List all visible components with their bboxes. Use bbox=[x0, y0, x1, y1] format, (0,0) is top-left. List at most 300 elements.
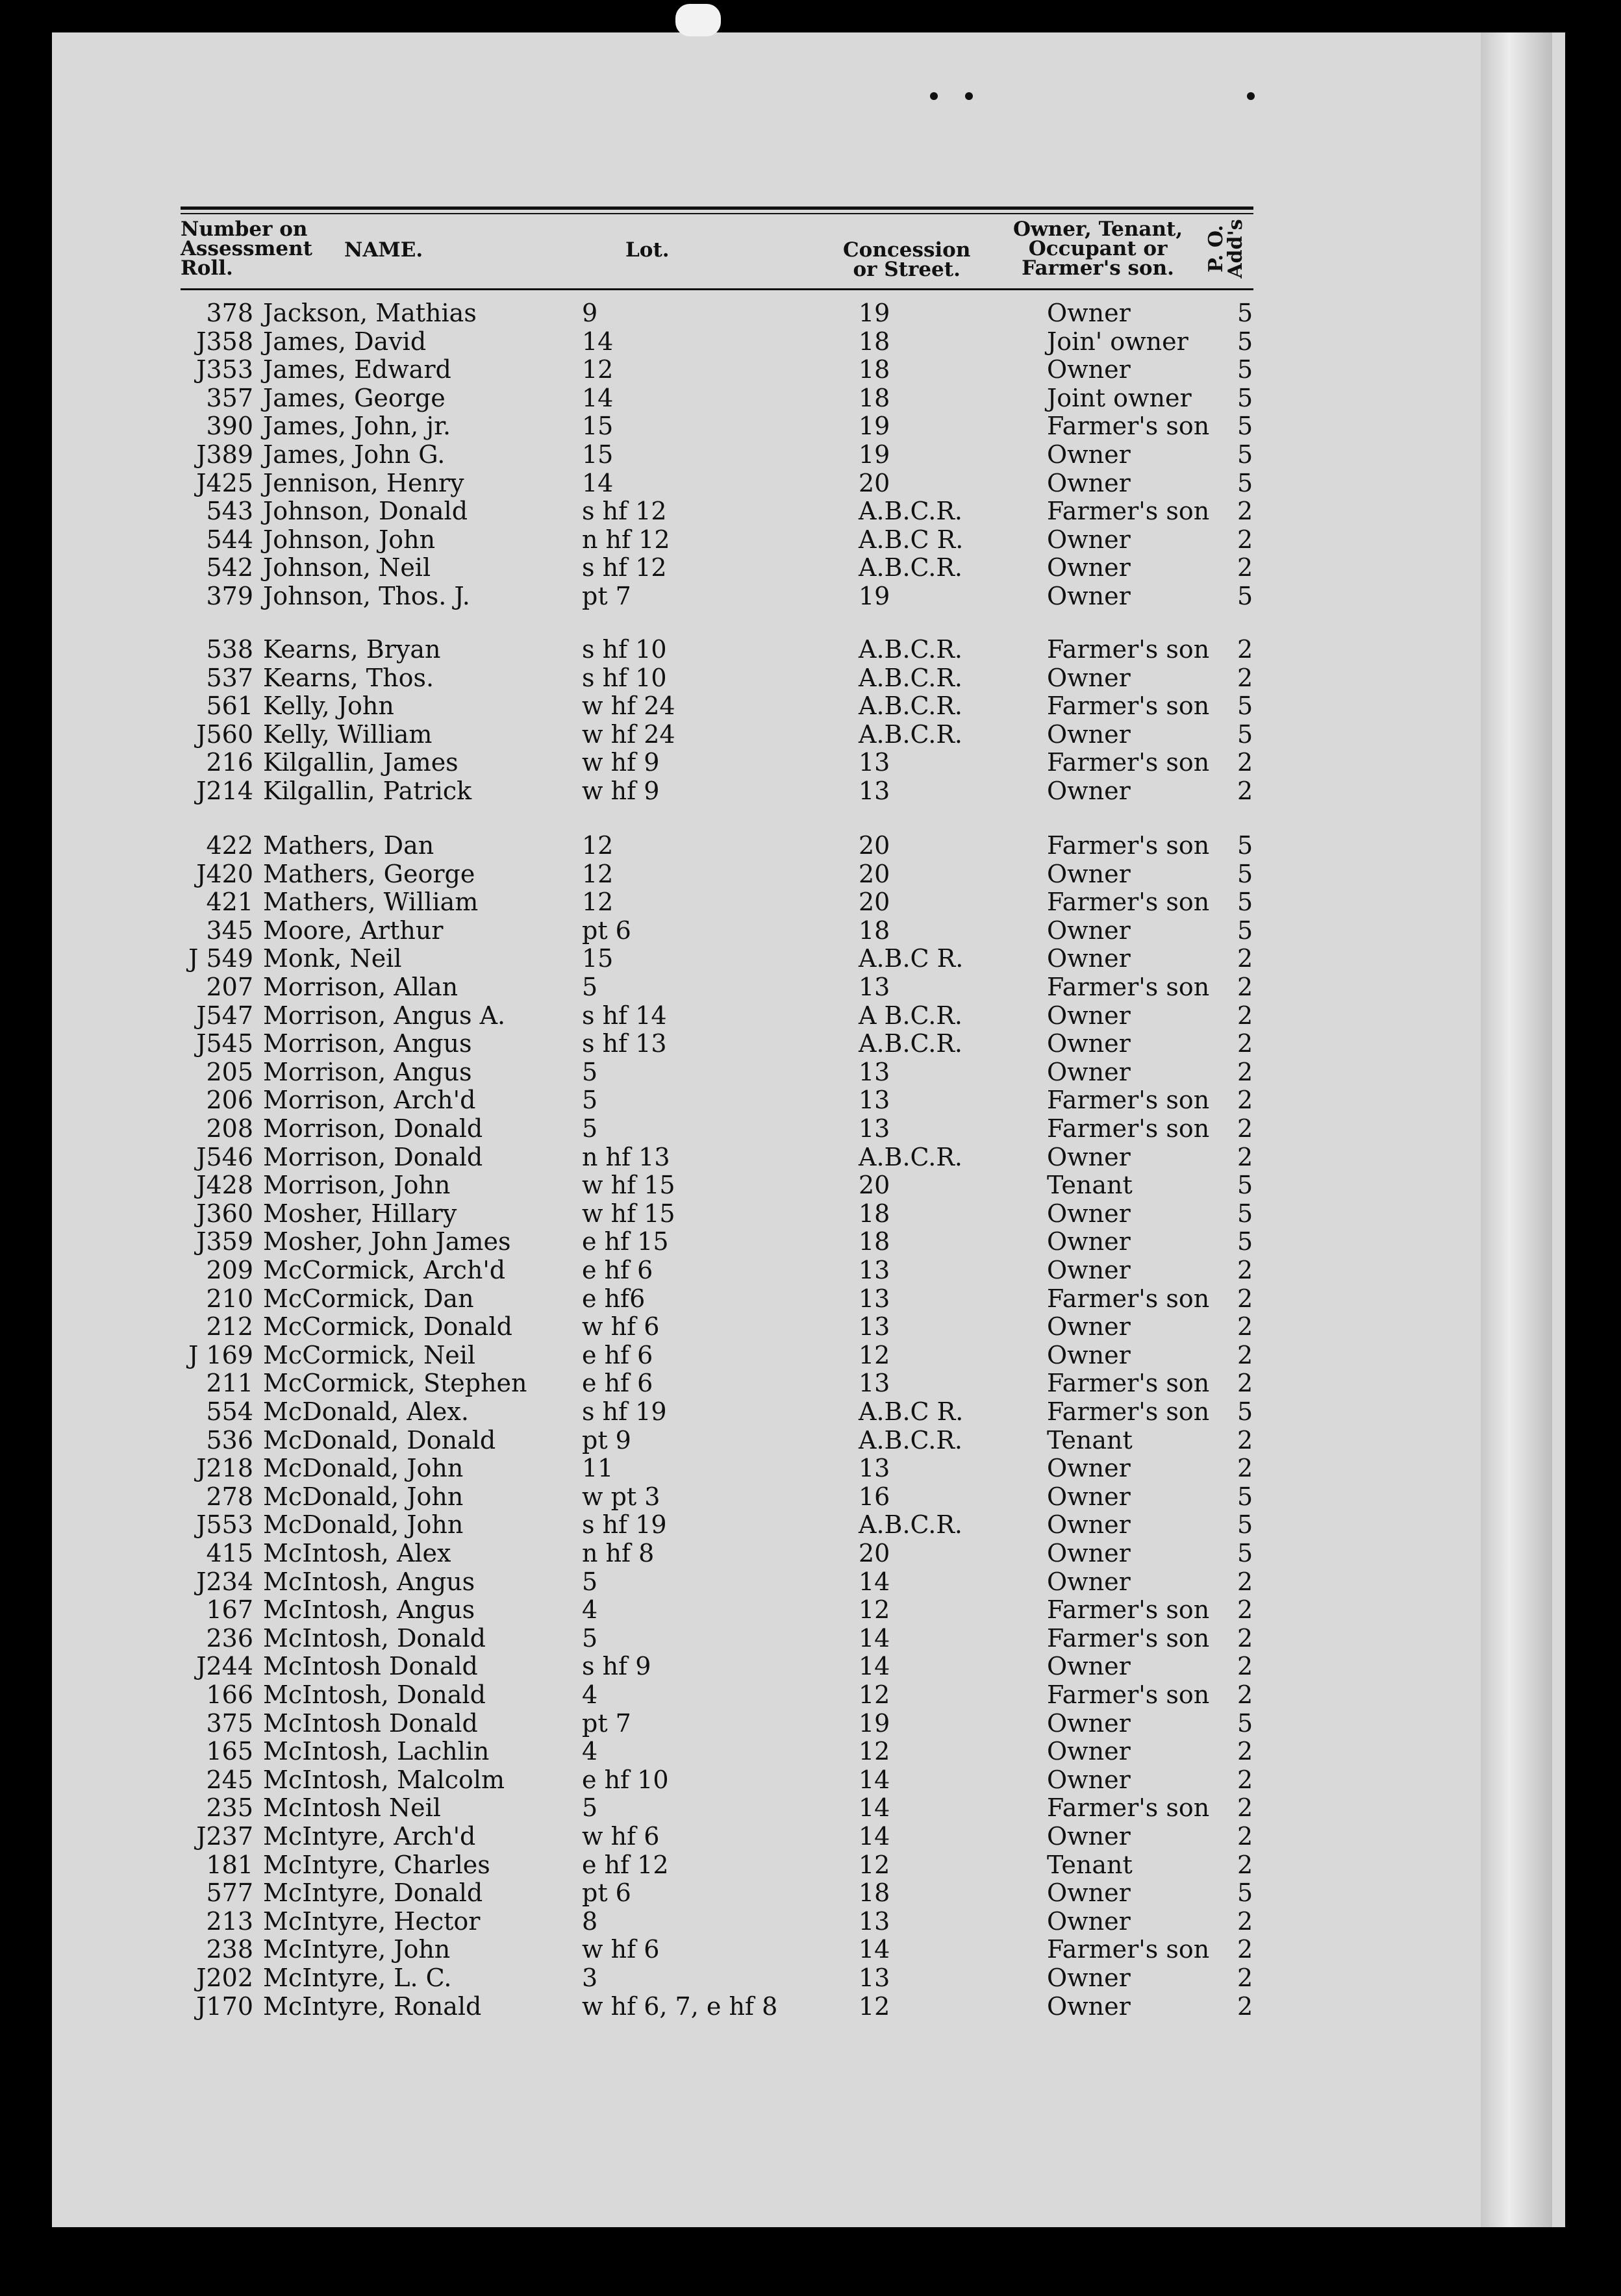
lot-cell: 3 bbox=[582, 1964, 598, 1992]
concession-cell: 13 bbox=[859, 1086, 890, 1114]
name-cell: Jackson, Mathias bbox=[263, 299, 477, 327]
po-cell: 2 bbox=[1237, 1454, 1253, 1482]
lot-cell: e hf 10 bbox=[582, 1766, 669, 1794]
concession-cell: A.B.C.R. bbox=[859, 664, 963, 692]
lot-cell: e hf 12 bbox=[582, 1851, 669, 1879]
concession-cell: A.B.C.R. bbox=[859, 635, 963, 664]
status-cell: Owner bbox=[1047, 1143, 1131, 1171]
header-name: NAME. bbox=[344, 238, 423, 262]
name-cell: Morrison, Angus A. bbox=[263, 1001, 506, 1030]
lot-cell: 5 bbox=[582, 1114, 598, 1143]
status-cell: Owner bbox=[1047, 1992, 1131, 2021]
lot-cell: w hf 9 bbox=[582, 748, 660, 777]
concession-cell: 20 bbox=[859, 1171, 890, 1199]
name-cell: Mathers, George bbox=[263, 860, 475, 888]
status-cell: Owner bbox=[1047, 1822, 1131, 1851]
po-cell: 2 bbox=[1237, 497, 1253, 525]
page-pin bbox=[675, 4, 721, 36]
status-cell: Owner bbox=[1047, 582, 1131, 610]
lot-cell: s hf 13 bbox=[582, 1029, 667, 1058]
status-cell: Farmer's son bbox=[1047, 1680, 1210, 1709]
roll-number: 415 bbox=[206, 1539, 253, 1567]
concession-cell: A.B.C R. bbox=[859, 944, 964, 973]
po-cell: 2 bbox=[1237, 664, 1253, 692]
concession-cell: A.B.C.R. bbox=[859, 1510, 963, 1539]
status-cell: Owner bbox=[1047, 1510, 1131, 1539]
lot-cell: 4 bbox=[582, 1595, 598, 1624]
concession-cell: 20 bbox=[859, 888, 890, 916]
roll-number: 378 bbox=[206, 299, 253, 327]
po-cell: 5 bbox=[1237, 1510, 1253, 1539]
lot-cell: 11 bbox=[582, 1454, 614, 1482]
status-cell: Owner bbox=[1047, 553, 1131, 582]
po-cell: 5 bbox=[1237, 412, 1253, 440]
concession-cell: 19 bbox=[859, 582, 890, 610]
lot-cell: w hf 15 bbox=[582, 1171, 675, 1199]
concession-cell: A.B.C.R. bbox=[859, 1426, 963, 1454]
roll-number: J244 bbox=[196, 1652, 253, 1680]
name-cell: Morrison, Donald bbox=[263, 1143, 483, 1171]
roll-number: 379 bbox=[206, 582, 253, 610]
concession-cell: 18 bbox=[859, 355, 890, 384]
lot-cell: 5 bbox=[582, 1058, 598, 1086]
concession-cell: 12 bbox=[859, 1851, 890, 1879]
po-cell: 2 bbox=[1237, 944, 1253, 973]
name-cell: McDonald, Donald bbox=[263, 1426, 496, 1454]
po-cell: 2 bbox=[1237, 1369, 1253, 1397]
header-concession-line: or Street. bbox=[853, 258, 961, 281]
status-cell: Owner bbox=[1047, 860, 1131, 888]
header-occupancy-line: Occupant or bbox=[1028, 237, 1168, 260]
ink-dot bbox=[1247, 92, 1255, 100]
roll-number: 209 bbox=[206, 1256, 253, 1284]
status-cell: Owner bbox=[1047, 720, 1131, 749]
po-cell: 2 bbox=[1237, 1567, 1253, 1596]
roll-number: 167 bbox=[206, 1595, 253, 1624]
concession-cell: 13 bbox=[859, 1907, 890, 1936]
lot-cell: pt 6 bbox=[582, 1878, 631, 1907]
concession-cell: 13 bbox=[859, 1312, 890, 1341]
status-cell: Owner bbox=[1047, 1058, 1131, 1086]
name-cell: McDonald, John bbox=[263, 1510, 464, 1539]
lot-cell: e hf 15 bbox=[582, 1227, 669, 1256]
concession-cell: A.B.C.R. bbox=[859, 497, 963, 525]
roll-number: 544 bbox=[206, 525, 253, 554]
top-rule-thin bbox=[181, 213, 1253, 214]
name-cell: Mathers, William bbox=[263, 888, 479, 916]
name-cell: Kelly, John bbox=[263, 692, 394, 720]
po-cell: 2 bbox=[1237, 1737, 1253, 1766]
concession-cell: 18 bbox=[859, 327, 890, 356]
header-rule bbox=[181, 288, 1253, 290]
name-cell: McIntyre, L. C. bbox=[263, 1964, 452, 1992]
name-cell: McIntyre, Ronald bbox=[263, 1992, 482, 2021]
concession-cell: 13 bbox=[859, 777, 890, 805]
concession-cell: 14 bbox=[859, 1624, 890, 1653]
status-cell: Farmer's son bbox=[1047, 1935, 1210, 1964]
roll-number: 212 bbox=[206, 1312, 253, 1341]
name-cell: Moore, Arthur bbox=[263, 916, 444, 945]
po-cell: 5 bbox=[1237, 384, 1253, 412]
roll-number: 207 bbox=[206, 973, 253, 1001]
po-cell: 2 bbox=[1237, 1935, 1253, 1964]
lot-cell: w pt 3 bbox=[582, 1482, 660, 1511]
po-cell: 5 bbox=[1237, 1482, 1253, 1511]
concession-cell: 12 bbox=[859, 1737, 890, 1766]
po-cell: 2 bbox=[1237, 973, 1253, 1001]
lot-cell: w hf 9 bbox=[582, 777, 660, 805]
lot-cell: 15 bbox=[582, 440, 614, 469]
status-cell: Farmer's son bbox=[1047, 1086, 1210, 1114]
concession-cell: 20 bbox=[859, 1539, 890, 1567]
status-cell: Owner bbox=[1047, 664, 1131, 692]
header-po-address: P. O. Add's bbox=[1205, 219, 1247, 279]
status-cell: Owner bbox=[1047, 1907, 1131, 1936]
lot-cell: pt 7 bbox=[582, 1709, 631, 1738]
lot-cell: pt 7 bbox=[582, 582, 631, 610]
concession-cell: 13 bbox=[859, 1284, 890, 1313]
name-cell: McIntosh, Alex bbox=[263, 1539, 451, 1567]
header-concession bbox=[843, 240, 970, 279]
name-cell: Morrison, Allan bbox=[263, 973, 459, 1001]
status-cell: Tenant bbox=[1047, 1851, 1133, 1879]
concession-cell: 20 bbox=[859, 860, 890, 888]
lot-cell: s hf 9 bbox=[582, 1652, 651, 1680]
name-cell: McIntosh Donald bbox=[263, 1709, 478, 1738]
ink-dot bbox=[930, 92, 938, 100]
concession-cell: A.B.C.R. bbox=[859, 1143, 963, 1171]
status-cell: Farmer's son bbox=[1047, 888, 1210, 916]
roll-number: J170 bbox=[196, 1992, 253, 2021]
lot-cell: s hf 19 bbox=[582, 1397, 667, 1426]
po-cell: 2 bbox=[1237, 525, 1253, 554]
name-cell: Mathers, Dan bbox=[263, 831, 434, 860]
status-cell: Owner bbox=[1047, 1482, 1131, 1511]
lot-cell: s hf 14 bbox=[582, 1001, 667, 1030]
name-cell: McCormick, Neil bbox=[263, 1341, 476, 1369]
concession-cell: 18 bbox=[859, 1199, 890, 1228]
lot-cell: 12 bbox=[582, 860, 614, 888]
status-cell: Farmer's son bbox=[1047, 1369, 1210, 1397]
name-cell: Morrison, John bbox=[263, 1171, 451, 1199]
po-cell: 5 bbox=[1237, 469, 1253, 497]
lot-cell: 12 bbox=[582, 831, 614, 860]
lot-cell: s hf 12 bbox=[582, 553, 667, 582]
concession-cell: 16 bbox=[859, 1482, 890, 1511]
po-cell: 5 bbox=[1237, 299, 1253, 327]
po-cell: 2 bbox=[1237, 553, 1253, 582]
lot-cell: 15 bbox=[582, 412, 614, 440]
concession-cell: 13 bbox=[859, 1058, 890, 1086]
concession-cell: 13 bbox=[859, 1369, 890, 1397]
po-cell: 2 bbox=[1237, 1907, 1253, 1936]
lot-cell: w hf 24 bbox=[582, 720, 675, 749]
ink-dot bbox=[965, 92, 973, 100]
po-cell: 5 bbox=[1237, 355, 1253, 384]
concession-cell: 20 bbox=[859, 469, 890, 497]
lot-cell: s hf 12 bbox=[582, 497, 667, 525]
lot-cell: w hf 6 bbox=[582, 1312, 660, 1341]
roll-number: 206 bbox=[206, 1086, 253, 1114]
po-cell: 2 bbox=[1237, 777, 1253, 805]
concession-cell: 13 bbox=[859, 1964, 890, 1992]
name-cell: Jennison, Henry bbox=[263, 469, 464, 497]
lot-cell: 14 bbox=[582, 469, 614, 497]
header-concession-line: Concession bbox=[843, 238, 971, 262]
po-cell: 2 bbox=[1237, 1964, 1253, 1992]
po-cell: 5 bbox=[1237, 1227, 1253, 1256]
name-cell: McIntyre, John bbox=[263, 1935, 451, 1964]
po-cell: 5 bbox=[1237, 1199, 1253, 1228]
roll-number: 278 bbox=[206, 1482, 253, 1511]
roll-number: J358 bbox=[196, 327, 253, 356]
page-edge bbox=[1481, 32, 1552, 2227]
po-cell: 2 bbox=[1237, 635, 1253, 664]
lot-cell: s hf 10 bbox=[582, 635, 667, 664]
roll-number: 577 bbox=[206, 1878, 253, 1907]
header-occupancy-line: Owner, Tenant, bbox=[1013, 218, 1183, 241]
name-cell: McCormick, Stephen bbox=[263, 1369, 527, 1397]
lot-cell: 5 bbox=[582, 1793, 598, 1822]
roll-number: J420 bbox=[196, 860, 253, 888]
name-cell: McIntyre, Donald bbox=[263, 1878, 483, 1907]
lot-cell: 14 bbox=[582, 327, 614, 356]
status-cell: Owner bbox=[1047, 777, 1131, 805]
name-cell: McIntosh Donald bbox=[263, 1652, 478, 1680]
roll-number: 211 bbox=[206, 1369, 253, 1397]
roll-number: 421 bbox=[206, 888, 253, 916]
po-cell: 2 bbox=[1237, 1001, 1253, 1030]
roll-number: J359 bbox=[196, 1227, 253, 1256]
name-cell: McDonald, John bbox=[263, 1454, 464, 1482]
concession-cell: 14 bbox=[859, 1766, 890, 1794]
status-cell: Owner bbox=[1047, 944, 1131, 973]
roll-number: J560 bbox=[196, 720, 253, 749]
po-cell: 2 bbox=[1237, 1058, 1253, 1086]
status-cell: Owner bbox=[1047, 1964, 1131, 1992]
lot-cell: w hf 6 bbox=[582, 1935, 660, 1964]
roll-number: 345 bbox=[206, 916, 253, 945]
po-cell: 2 bbox=[1237, 1766, 1253, 1794]
status-cell: Owner bbox=[1047, 1878, 1131, 1907]
concession-cell: 12 bbox=[859, 1595, 890, 1624]
lot-cell: s hf 10 bbox=[582, 664, 667, 692]
po-cell: 5 bbox=[1237, 860, 1253, 888]
concession-cell: A.B.C.R. bbox=[859, 553, 963, 582]
concession-cell: A.B.C.R. bbox=[859, 1029, 963, 1058]
roll-number: 236 bbox=[206, 1624, 253, 1653]
roll-number: 554 bbox=[206, 1397, 253, 1426]
roll-number: J545 bbox=[196, 1029, 253, 1058]
lot-cell: 15 bbox=[582, 944, 614, 973]
status-cell: Joint owner bbox=[1047, 384, 1192, 412]
status-cell: Farmer's son bbox=[1047, 1624, 1210, 1653]
po-cell: 2 bbox=[1237, 1992, 1253, 2021]
status-cell: Farmer's son bbox=[1047, 412, 1210, 440]
roll-number: 537 bbox=[206, 664, 253, 692]
status-cell: Owner bbox=[1047, 440, 1131, 469]
roll-number: J353 bbox=[196, 355, 253, 384]
roll-number: 216 bbox=[206, 748, 253, 777]
concession-cell: A.B.C.R. bbox=[859, 692, 963, 720]
name-cell: McIntosh, Donald bbox=[263, 1624, 486, 1653]
roll-number: J546 bbox=[196, 1143, 253, 1171]
status-cell: Owner bbox=[1047, 1652, 1131, 1680]
po-cell: 5 bbox=[1237, 1878, 1253, 1907]
name-cell: James, David bbox=[263, 327, 427, 356]
name-cell: Johnson, Neil bbox=[263, 553, 431, 582]
status-cell: Tenant bbox=[1047, 1171, 1133, 1199]
lot-cell: n hf 12 bbox=[582, 525, 670, 554]
po-cell: 2 bbox=[1237, 1624, 1253, 1653]
header-roll-line: Assessment bbox=[181, 237, 312, 260]
roll-number: 536 bbox=[206, 1426, 253, 1454]
status-cell: Owner bbox=[1047, 1199, 1131, 1228]
roll-number: 543 bbox=[206, 497, 253, 525]
lot-cell: 14 bbox=[582, 384, 614, 412]
concession-cell: 19 bbox=[859, 412, 890, 440]
name-cell: Morrison, Donald bbox=[263, 1114, 483, 1143]
po-cell: 2 bbox=[1237, 1284, 1253, 1313]
status-cell: Farmer's son bbox=[1047, 1793, 1210, 1822]
po-cell: 5 bbox=[1237, 327, 1253, 356]
status-cell: Farmer's son bbox=[1047, 497, 1210, 525]
status-cell: Farmer's son bbox=[1047, 1114, 1210, 1143]
roll-number: J214 bbox=[196, 777, 253, 805]
header-roll-line: Roll. bbox=[181, 256, 233, 280]
roll-number: J547 bbox=[196, 1001, 253, 1030]
roll-number: J553 bbox=[196, 1510, 253, 1539]
po-cell: 2 bbox=[1237, 1114, 1253, 1143]
status-cell: Farmer's son bbox=[1047, 748, 1210, 777]
lot-cell: 12 bbox=[582, 888, 614, 916]
roll-number: 390 bbox=[206, 412, 253, 440]
name-cell: McIntosh, Donald bbox=[263, 1680, 486, 1709]
lot-cell: e hf6 bbox=[582, 1284, 646, 1313]
name-cell: McDonald, Alex. bbox=[263, 1397, 469, 1426]
lot-cell: pt 9 bbox=[582, 1426, 631, 1454]
lot-cell: 5 bbox=[582, 1567, 598, 1596]
po-cell: 2 bbox=[1237, 1595, 1253, 1624]
name-cell: McCormick, Arch'd bbox=[263, 1256, 506, 1284]
concession-cell: 18 bbox=[859, 1878, 890, 1907]
roll-number: J389 bbox=[196, 440, 253, 469]
roll-number: 235 bbox=[206, 1793, 253, 1822]
concession-cell: 18 bbox=[859, 1227, 890, 1256]
name-cell: McDonald, John bbox=[263, 1482, 464, 1511]
name-cell: Johnson, Donald bbox=[263, 497, 468, 525]
status-cell: Farmer's son bbox=[1047, 1397, 1210, 1426]
concession-cell: A.B.C R. bbox=[859, 525, 964, 554]
po-cell: 5 bbox=[1237, 692, 1253, 720]
roll-number: 181 bbox=[206, 1851, 253, 1879]
po-cell: 5 bbox=[1237, 582, 1253, 610]
concession-cell: 14 bbox=[859, 1935, 890, 1964]
lot-cell: 4 bbox=[582, 1680, 598, 1709]
concession-cell: 18 bbox=[859, 384, 890, 412]
roll-number: J202 bbox=[196, 1964, 253, 1992]
po-cell: 2 bbox=[1237, 1822, 1253, 1851]
concession-cell: 14 bbox=[859, 1793, 890, 1822]
name-cell: McIntyre, Hector bbox=[263, 1907, 481, 1936]
name-cell: McIntyre, Charles bbox=[263, 1851, 490, 1879]
status-cell: Owner bbox=[1047, 525, 1131, 554]
roll-number: 208 bbox=[206, 1114, 253, 1143]
status-cell: Owner bbox=[1047, 1227, 1131, 1256]
name-cell: Johnson, John bbox=[263, 525, 436, 554]
name-cell: Mosher, Hillary bbox=[263, 1199, 457, 1228]
roll-number: J428 bbox=[196, 1171, 253, 1199]
lot-cell: 12 bbox=[582, 355, 614, 384]
po-cell: 2 bbox=[1237, 1029, 1253, 1058]
po-cell: 2 bbox=[1237, 1851, 1253, 1879]
status-cell: Owner bbox=[1047, 1567, 1131, 1596]
po-cell: 2 bbox=[1237, 1652, 1253, 1680]
name-cell: James, George bbox=[263, 384, 446, 412]
po-cell: 2 bbox=[1237, 1312, 1253, 1341]
header-lot: Lot. bbox=[625, 238, 670, 262]
status-cell: Owner bbox=[1047, 1709, 1131, 1738]
lot-cell: 8 bbox=[582, 1907, 598, 1936]
roll-number: J234 bbox=[196, 1567, 253, 1596]
concession-cell: 18 bbox=[859, 916, 890, 945]
roll-number: 238 bbox=[206, 1935, 253, 1964]
concession-cell: 14 bbox=[859, 1652, 890, 1680]
status-cell: Owner bbox=[1047, 469, 1131, 497]
po-cell: 5 bbox=[1237, 888, 1253, 916]
status-cell: Owner bbox=[1047, 1001, 1131, 1030]
lot-cell: e hf 6 bbox=[582, 1369, 653, 1397]
name-cell: McCormick, Dan bbox=[263, 1284, 474, 1313]
status-cell: Owner bbox=[1047, 1256, 1131, 1284]
lot-cell: w hf 6 bbox=[582, 1822, 660, 1851]
concession-cell: A.B.C R. bbox=[859, 1397, 964, 1426]
po-cell: 5 bbox=[1237, 720, 1253, 749]
name-cell: McIntosh, Malcolm bbox=[263, 1766, 505, 1794]
roll-number: 165 bbox=[206, 1737, 253, 1766]
concession-cell: 13 bbox=[859, 1114, 890, 1143]
po-cell: 2 bbox=[1237, 1086, 1253, 1114]
status-cell: Farmer's son bbox=[1047, 692, 1210, 720]
roll-number: 422 bbox=[206, 831, 253, 860]
po-cell: 2 bbox=[1237, 1143, 1253, 1171]
lot-cell: s hf 19 bbox=[582, 1510, 667, 1539]
roll-number: 561 bbox=[206, 692, 253, 720]
name-cell: Kearns, Thos. bbox=[263, 664, 434, 692]
roll-number: 166 bbox=[206, 1680, 253, 1709]
po-cell: 5 bbox=[1237, 916, 1253, 945]
name-cell: Monk, Neil bbox=[263, 944, 402, 973]
po-cell: 5 bbox=[1237, 1539, 1253, 1567]
lot-cell: e hf 6 bbox=[582, 1256, 653, 1284]
concession-cell: 19 bbox=[859, 1709, 890, 1738]
name-cell: Morrison, Angus bbox=[263, 1058, 472, 1086]
roll-number: J360 bbox=[196, 1199, 253, 1228]
status-cell: Farmer's son bbox=[1047, 831, 1210, 860]
po-cell: 2 bbox=[1237, 1680, 1253, 1709]
name-cell: James, John, jr. bbox=[263, 412, 451, 440]
status-cell: Farmer's son bbox=[1047, 635, 1210, 664]
status-cell: Owner bbox=[1047, 1737, 1131, 1766]
name-cell: McIntosh Neil bbox=[263, 1793, 441, 1822]
concession-cell: 12 bbox=[859, 1680, 890, 1709]
lot-cell: 9 bbox=[582, 299, 598, 327]
lot-cell: w hf 6, 7, e hf 8 bbox=[582, 1992, 778, 2021]
concession-cell: 19 bbox=[859, 299, 890, 327]
concession-cell: 20 bbox=[859, 831, 890, 860]
roll-number: J 169 bbox=[188, 1341, 253, 1369]
name-cell: Kelly, William bbox=[263, 720, 433, 749]
